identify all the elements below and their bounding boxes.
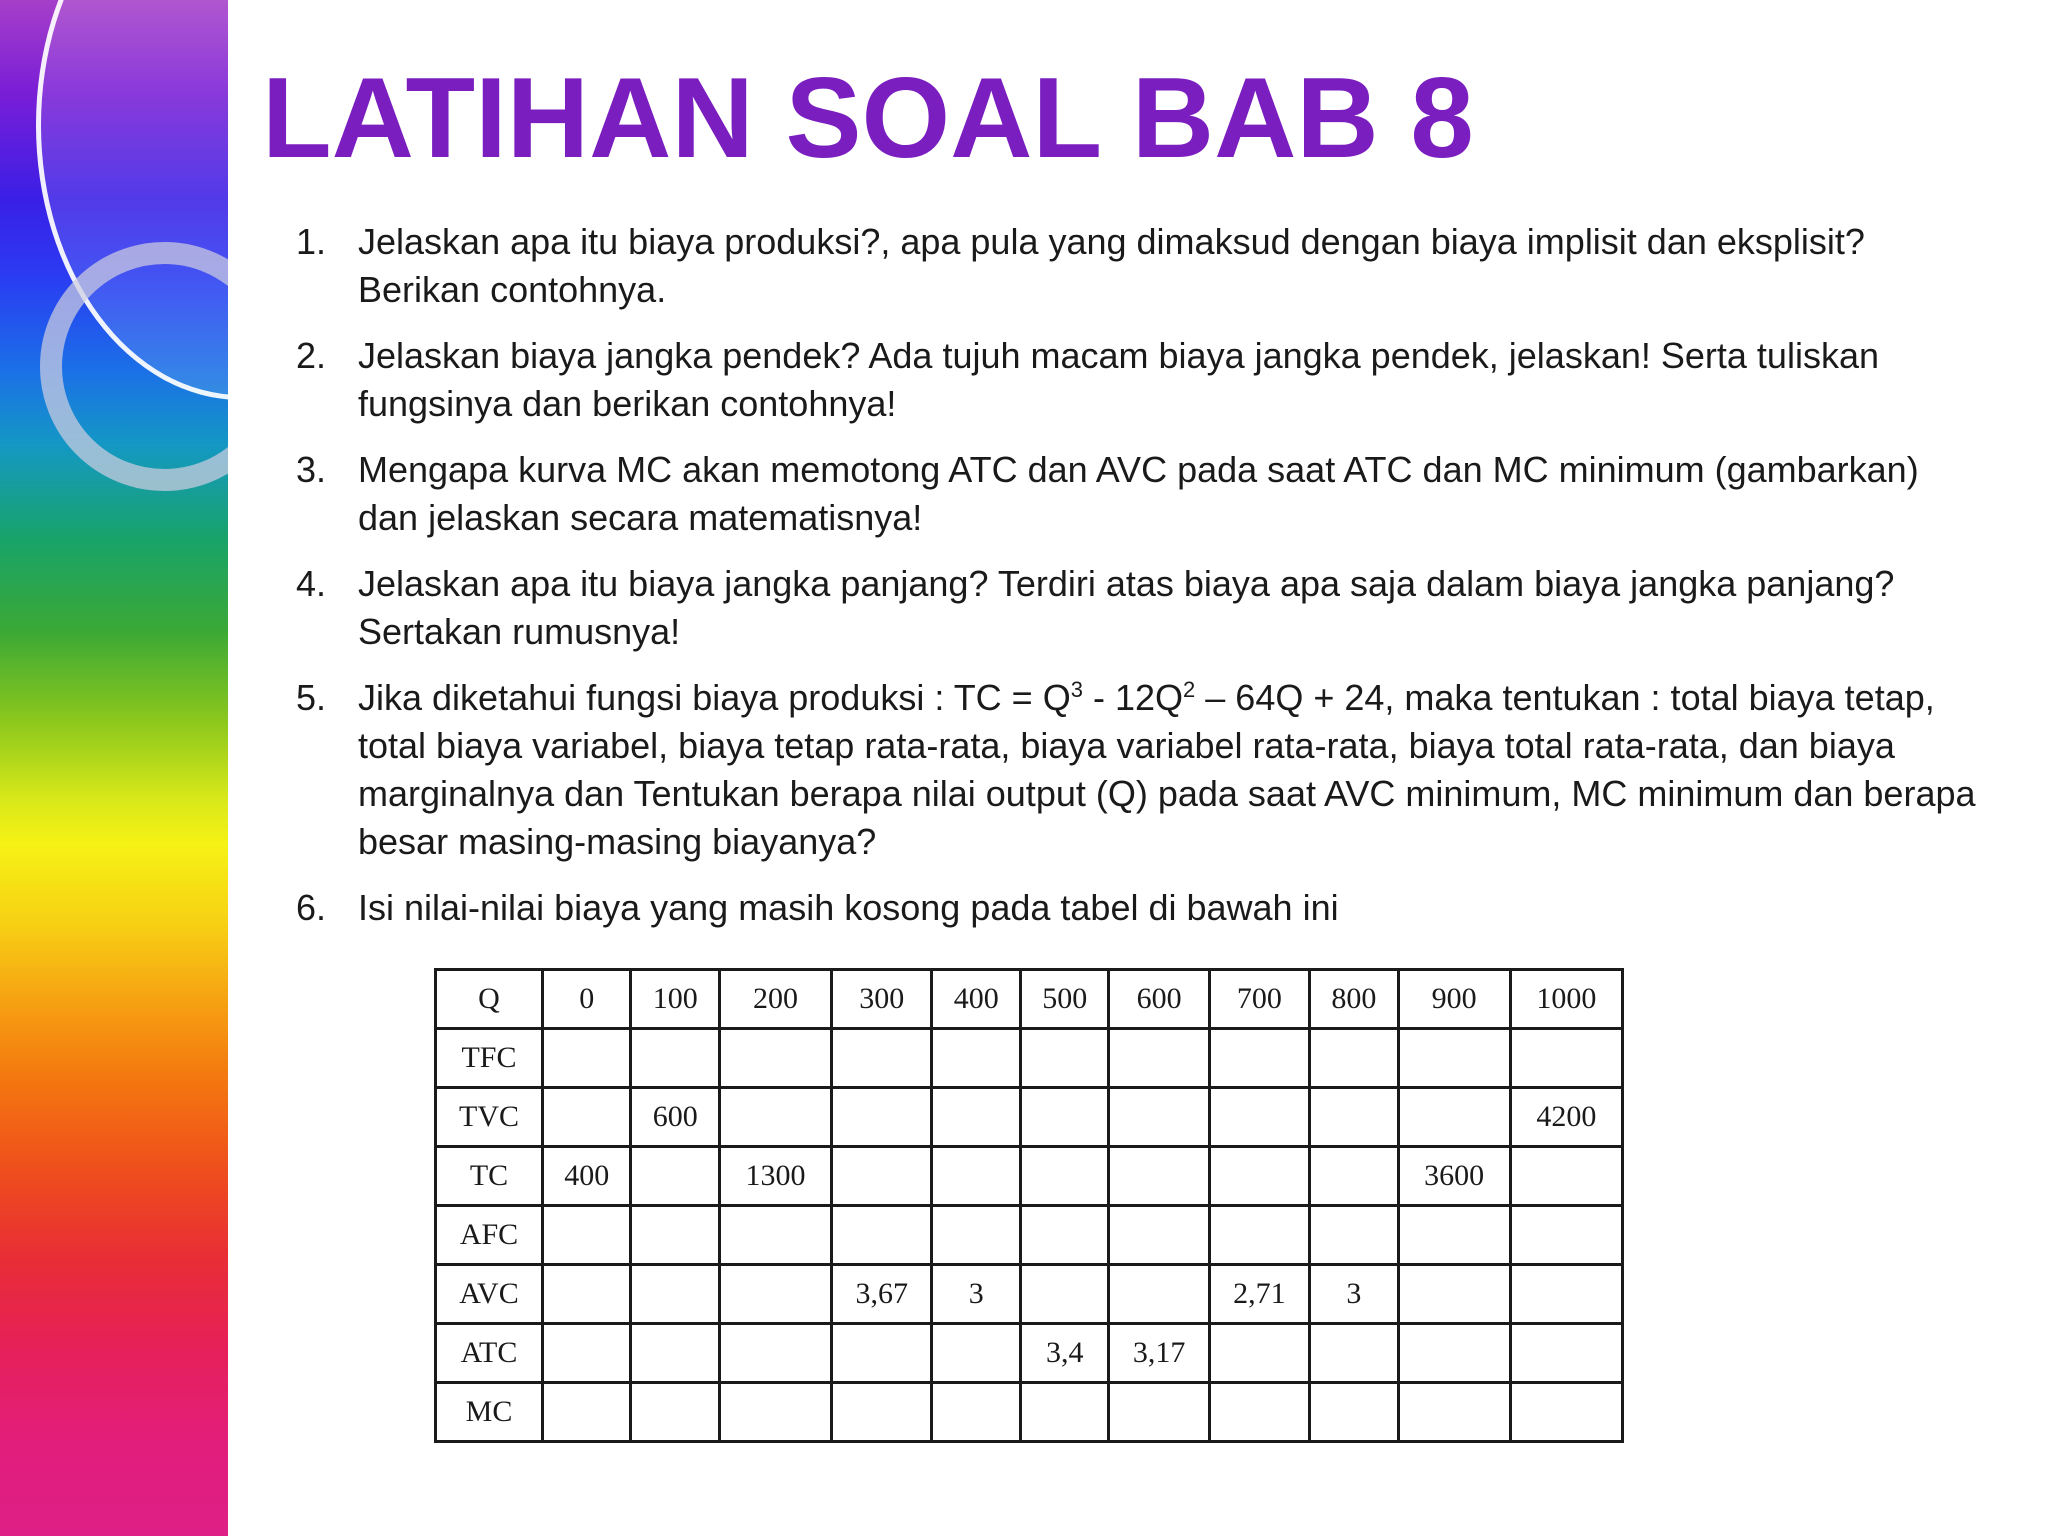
table-cell (543, 1324, 631, 1383)
table-cell: 3,17 (1109, 1324, 1209, 1383)
table-cell (719, 1206, 831, 1265)
table-row (436, 1383, 1623, 1442)
table-cell (631, 1265, 719, 1324)
row-label: AVC (436, 1265, 543, 1324)
row-label: AFC (436, 1206, 543, 1265)
table-cell (832, 1383, 932, 1442)
table-cell (1209, 1088, 1309, 1147)
table-cell: 600 (1109, 970, 1209, 1029)
table-cell (1020, 1147, 1108, 1206)
table-row (436, 1206, 1623, 1265)
question-number: 5. (296, 677, 327, 718)
table-cell (1398, 1383, 1510, 1442)
table-cell (1310, 1029, 1398, 1088)
table-cell (1398, 1265, 1510, 1324)
table-cell (1109, 1265, 1209, 1324)
table-row (436, 1147, 1623, 1206)
table-row (436, 970, 1623, 1029)
table-cell: 100 (631, 970, 719, 1029)
table-cell (1209, 1206, 1309, 1265)
table-cell (1398, 1324, 1510, 1383)
table-cell (1020, 1265, 1108, 1324)
table-cell (932, 1383, 1020, 1442)
table-cell (1310, 1383, 1398, 1442)
table-row (436, 1324, 1623, 1383)
question-number: 6. (296, 887, 327, 928)
table-cell (1209, 1029, 1309, 1088)
question-text: Jelaskan apa itu biaya jangka panjang? Terdiri atas biaya apa saja dalam biaya jangka panjang? Sertakan rumusnya! (358, 563, 1895, 652)
table-cell: 400 (932, 970, 1020, 1029)
table-cell (1109, 1029, 1209, 1088)
table-cell (1109, 1383, 1209, 1442)
table-cell (1510, 1147, 1622, 1206)
row-label: TC (436, 1147, 543, 1206)
table-cell (543, 1029, 631, 1088)
row-label: TFC (436, 1029, 543, 1088)
table-cell (1398, 1088, 1510, 1147)
table-cell: 500 (1020, 970, 1108, 1029)
question-item (296, 446, 1976, 542)
row-label: ATC (436, 1324, 543, 1383)
cost-table (434, 968, 1624, 1443)
table-cell (1310, 1088, 1398, 1147)
question-text: Jelaskan apa itu biaya produksi?, apa pula yang dimaksud dengan biaya implisit dan eksplisit? Berikan contohnya. (358, 221, 1865, 310)
table-cell (1510, 1029, 1622, 1088)
table-cell (1020, 1088, 1108, 1147)
table-cell (719, 1265, 831, 1324)
question-item (296, 218, 1976, 314)
table-cell (1020, 1383, 1108, 1442)
question-item (296, 674, 1976, 866)
table-cell (932, 1147, 1020, 1206)
table-cell (719, 1088, 831, 1147)
table-cell (1209, 1147, 1309, 1206)
table-cell (932, 1206, 1020, 1265)
table-cell: 200 (719, 970, 831, 1029)
table-cell (832, 1029, 932, 1088)
table-row (436, 1265, 1623, 1324)
table-cell (1310, 1147, 1398, 1206)
table-cell (631, 1383, 719, 1442)
table-cell (1020, 1206, 1108, 1265)
table-cell: 3 (932, 1265, 1020, 1324)
table-cell (932, 1324, 1020, 1383)
question-number: 3. (296, 449, 327, 490)
table-cell (719, 1029, 831, 1088)
table-cell (1510, 1206, 1622, 1265)
table-cell (1310, 1324, 1398, 1383)
row-label: TVC (436, 1088, 543, 1147)
question-list (296, 218, 1976, 950)
table-cell: 3600 (1398, 1147, 1510, 1206)
question-text: Jelaskan biaya jangka pendek? Ada tujuh macam biaya jangka pendek, jelaskan! Serta tuliskan fungsinya dan berikan contohnya! (358, 335, 1879, 424)
question-item (296, 332, 1976, 428)
table-cell (1109, 1206, 1209, 1265)
exponent-2: 2 (1183, 677, 1196, 702)
table-cell: 3,67 (832, 1265, 932, 1324)
table-cell (631, 1324, 719, 1383)
table-cell (631, 1147, 719, 1206)
table-cell: 3 (1310, 1265, 1398, 1324)
table-cell (932, 1088, 1020, 1147)
table-cell (1510, 1324, 1622, 1383)
table-cell (1510, 1265, 1622, 1324)
table-row (436, 1029, 1623, 1088)
decorative-ring-small (40, 242, 228, 491)
table-cell (1310, 1206, 1398, 1265)
row-label: Q (436, 970, 543, 1029)
table-cell: 1000 (1510, 970, 1622, 1029)
table-cell (1209, 1324, 1309, 1383)
table-cell (631, 1206, 719, 1265)
question-number: 4. (296, 563, 327, 604)
table-cell (719, 1383, 831, 1442)
table-cell (832, 1324, 932, 1383)
question-number: 2. (296, 335, 327, 376)
table-cell (832, 1088, 932, 1147)
question-text: Isi nilai-nilai biaya yang masih kosong pada tabel di bawah ini (358, 887, 1339, 928)
table-cell (1398, 1206, 1510, 1265)
question-item (296, 560, 1976, 656)
table-cell: 1300 (719, 1147, 831, 1206)
table-cell (1510, 1383, 1622, 1442)
table-cell (832, 1206, 932, 1265)
question-text: Mengapa kurva MC akan memotong ATC dan AVC pada saat ATC dan MC minimum (gambarkan) dan jelaskan secara matematisnya! (358, 449, 1919, 538)
question-text (358, 677, 1976, 862)
exponent-3: 3 (1070, 677, 1083, 702)
table-cell (631, 1029, 719, 1088)
table-cell: 800 (1310, 970, 1398, 1029)
table-cell: 600 (631, 1088, 719, 1147)
table-cell: 3,4 (1020, 1324, 1108, 1383)
formula-text-a: Jika diketahui fungsi biaya produksi : TC = Q (358, 677, 1071, 718)
table-cell (832, 1147, 932, 1206)
table-cell (1209, 1383, 1309, 1442)
table-row (436, 1088, 1623, 1147)
row-label: MC (436, 1383, 543, 1442)
formula-text-c: – 64Q + 24, maka tentukan : total biaya tetap, total biaya variabel, biaya tetap rata-rata, biaya variabel rata-rata, biaya total rata-rata, dan biaya marginalnya dan Tentukan berapa nilai output (Q) pada saat AVC minimum, MC minimum dan berapa besar masing-masing biayanya? (358, 677, 1976, 862)
table-cell (543, 1088, 631, 1147)
table-cell (543, 1265, 631, 1324)
rainbow-sidebar (0, 0, 228, 1536)
question-number: 1. (296, 221, 327, 262)
table-cell: 4200 (1510, 1088, 1622, 1147)
table-cell: 0 (543, 970, 631, 1029)
table-cell (719, 1324, 831, 1383)
table-cell (932, 1029, 1020, 1088)
table-cell: 400 (543, 1147, 631, 1206)
slide-title: LATIHAN SOAL BAB 8 (262, 55, 1474, 182)
table-cell: 2,71 (1209, 1265, 1309, 1324)
table-cell: 300 (832, 970, 932, 1029)
table-cell (1020, 1029, 1108, 1088)
table-cell (543, 1383, 631, 1442)
formula-text-b: - 12Q (1082, 677, 1184, 718)
question-item (296, 884, 1976, 932)
table-cell (1109, 1147, 1209, 1206)
table-cell: 700 (1209, 970, 1309, 1029)
table-cell (543, 1206, 631, 1265)
table-cell (1109, 1088, 1209, 1147)
table-cell (1398, 1029, 1510, 1088)
table-cell: 900 (1398, 970, 1510, 1029)
